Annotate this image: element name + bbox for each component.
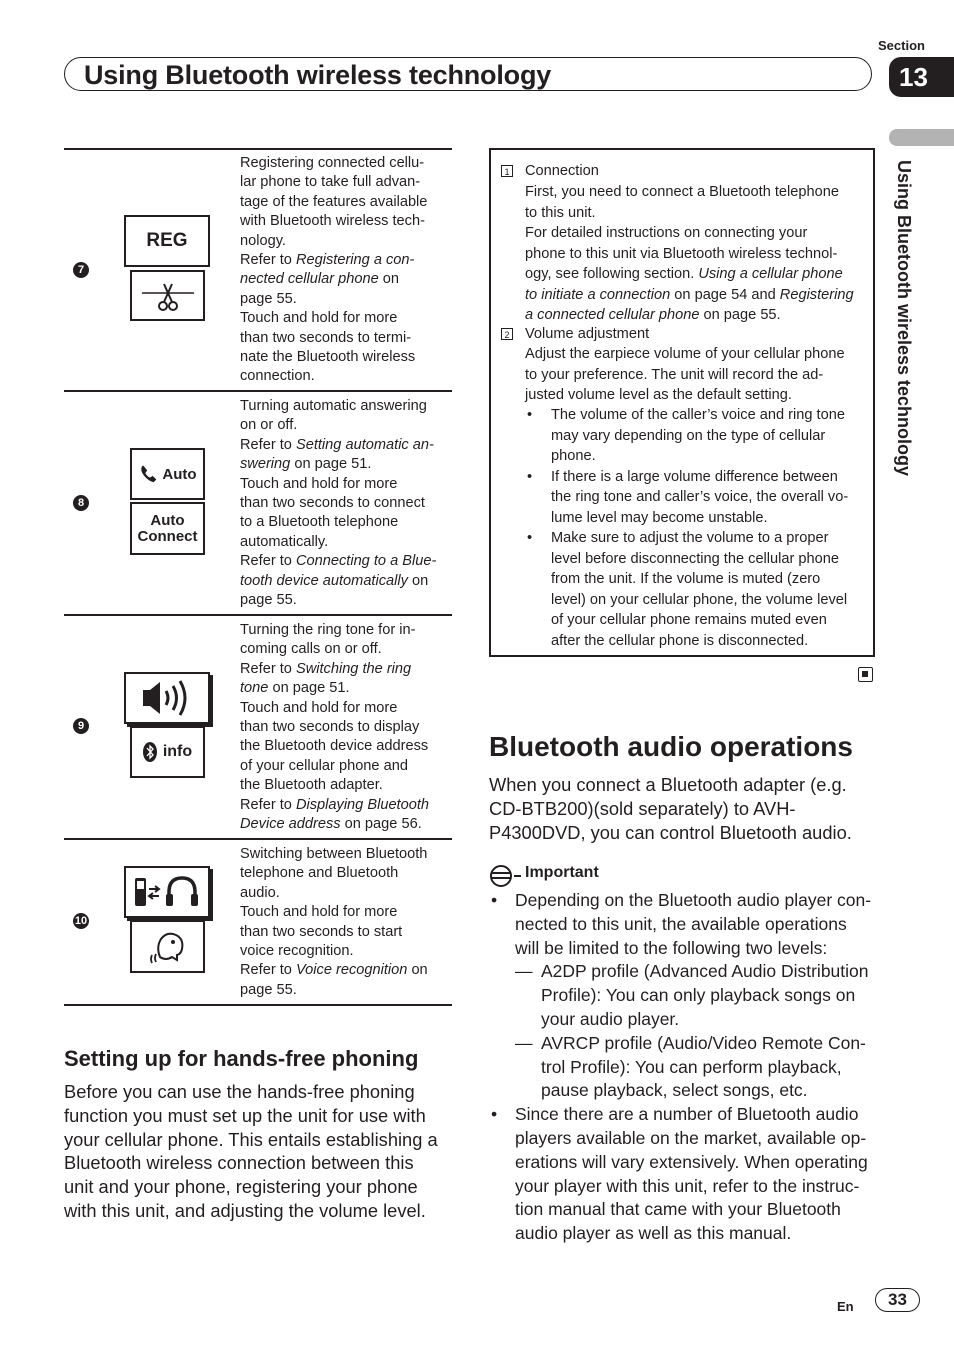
- text-line: voice recognition.: [240, 943, 354, 960]
- text-line: lar phone to take full advan-: [240, 174, 421, 191]
- text-line: on or off.: [240, 417, 298, 434]
- text-line: the Bluetooth device address: [240, 738, 429, 755]
- text-line: justed volume level as the default setting.: [525, 387, 792, 403]
- text-line: swering on page 51.: [240, 456, 372, 473]
- text-line: the Bluetooth adapter.: [240, 777, 383, 794]
- bullet-item: [489, 889, 884, 960]
- bullet-marker: •: [527, 407, 533, 423]
- text-line: of your cellular phone and: [240, 757, 408, 774]
- voice-recognition-icon: [130, 920, 205, 973]
- text-line: the ring tone and caller’s voice, the overall vo-: [551, 489, 849, 505]
- disconnect-scissors-icon: [130, 270, 205, 321]
- text-line: phone to this unit via Bluetooth wireless technol-: [525, 245, 838, 262]
- step-number: 2: [501, 328, 513, 340]
- ring-tone-speaker-icon: [124, 672, 210, 724]
- text-line: pause playback, select songs, etc.: [541, 1080, 808, 1101]
- text-line: may vary depending on the type of cellular: [551, 427, 826, 444]
- text-line: phone.: [551, 448, 596, 464]
- text-line: will be limited to the following two levels:: [515, 937, 828, 958]
- text-line: Turning automatic answering: [240, 398, 427, 414]
- text-line: nected cellular phone on: [240, 271, 400, 288]
- text-line: CD-BTB200)(sold separately) to AVH-: [489, 797, 796, 819]
- text-line: than two seconds to termi-: [240, 329, 412, 346]
- text-line: nate the Bluetooth wireless: [240, 349, 416, 366]
- text-line: than two seconds to start: [240, 923, 403, 940]
- text-line: than two seconds to connect: [240, 495, 425, 512]
- row-number-badge: 9: [73, 718, 89, 734]
- step-title: Connection: [525, 163, 599, 179]
- text-line: ogy, see following section. Using a cellular phone: [525, 266, 843, 282]
- text-line: to this unit.: [525, 204, 596, 221]
- text-line: page 55.: [240, 981, 297, 998]
- section-heading: Setting up for hands-free phoning: [64, 1046, 419, 1071]
- text-line: When you connect a Bluetooth adapter (e.g.: [489, 774, 847, 795]
- bluetooth-info-icon: info: [130, 726, 205, 778]
- text-line: level) on your cellular phone, the volume level: [551, 591, 848, 608]
- text-line: erations will vary extensively. When operating: [515, 1151, 868, 1172]
- text-line: tion manual that came with your Bluetooth: [515, 1199, 841, 1220]
- row-number-badge: 10: [74, 915, 88, 927]
- text-line: A2DP profile (Advanced Audio Distribution: [541, 961, 869, 982]
- text-line: Before you can use the hands-free phoning: [64, 1081, 415, 1102]
- row-number-badge: 7: [73, 262, 89, 278]
- bullet-item: [525, 528, 870, 651]
- table-rule: [64, 1004, 452, 1006]
- text-line: trol Profile): You can perform playback,: [541, 1056, 842, 1077]
- text-line: after the cellular phone is disconnected.: [551, 632, 809, 649]
- text-line: lume level may become unstable.: [551, 509, 768, 526]
- dash-item: [489, 960, 884, 1031]
- end-of-section-mark: [858, 667, 873, 682]
- text-line: Adjust the earpiece volume of your cellular phone: [525, 346, 845, 362]
- text-line: your player with this unit, refer to the instruc-: [515, 1175, 860, 1196]
- step-body: [525, 182, 870, 326]
- page-number: 33: [875, 1288, 920, 1312]
- text-line: nology.: [240, 232, 286, 249]
- text-line: to initiate a connection on page 54 and Registering: [525, 286, 854, 303]
- bullet-marker: •: [527, 468, 533, 485]
- text-line: automatically.: [240, 533, 329, 550]
- text-line: tone on page 51.: [240, 680, 350, 697]
- section-number-badge: 13: [889, 57, 954, 97]
- text-line: function you must set up the unit for use with: [64, 1104, 426, 1126]
- step-number: 1: [501, 165, 513, 177]
- section-heading: Bluetooth audio operations: [489, 731, 853, 762]
- text-line: Turning the ring tone for in-: [240, 622, 416, 638]
- bullet-item: [489, 1103, 884, 1246]
- table-rule: [64, 838, 452, 840]
- text-line: connection.: [240, 368, 315, 385]
- side-tab-marker: [889, 129, 954, 146]
- dash-marker: —: [515, 961, 533, 982]
- row-description: [240, 621, 448, 834]
- phone-headphone-switch-icon: [124, 866, 210, 918]
- text-line: your cellular phone. This entails establishing a: [64, 1128, 438, 1150]
- step-body: [525, 344, 870, 406]
- table-rule: [64, 614, 452, 616]
- text-line: For detailed instructions on connecting your: [525, 225, 808, 241]
- audio-intro: [489, 773, 879, 844]
- text-line: tooth device automatically on: [240, 572, 429, 589]
- text-line: of your cellular phone remains muted even: [551, 612, 827, 628]
- step-title: Volume adjustment: [525, 326, 650, 342]
- bullet-item: [525, 405, 870, 467]
- text-line: unit and your phone, registering your phone: [64, 1176, 418, 1198]
- text-line: Refer to Registering a con-: [240, 252, 415, 269]
- table-rule: [64, 148, 452, 150]
- text-line: Bluetooth wireless connection between this: [64, 1152, 414, 1174]
- text-line: tage of the features available: [240, 193, 428, 210]
- row-description: [240, 397, 448, 610]
- text-line: to your preference. The unit will record the ad-: [525, 366, 824, 383]
- text-line: Switching between Bluetooth: [240, 846, 428, 862]
- text-line: coming calls on or off.: [240, 641, 382, 658]
- text-line: Refer to Connecting to a Blue-: [240, 553, 437, 570]
- text-line: Refer to Displaying Bluetooth: [240, 796, 430, 813]
- text-line: your audio player.: [541, 1008, 680, 1029]
- bullet-item: [525, 467, 870, 529]
- bullet-marker: •: [491, 890, 498, 910]
- text-line: players available on the market, available op-: [515, 1127, 867, 1148]
- text-line: nected to this unit, the available operations: [515, 913, 847, 934]
- auto-answer-phone-icon: Auto: [130, 448, 205, 500]
- text-line: page 55.: [240, 592, 297, 609]
- auto-connect-button-icon: Auto Connect: [130, 502, 205, 555]
- text-line: level before disconnecting the cellular phone: [551, 550, 840, 567]
- reg-button-icon: REG: [124, 215, 210, 267]
- text-line: Touch and hold for more: [240, 904, 398, 921]
- text-line: P4300DVD, you can control Bluetooth audio.: [489, 821, 852, 843]
- important-list: [489, 889, 884, 1246]
- text-line: Touch and hold for more: [240, 475, 398, 492]
- text-line: Touch and hold for more: [240, 699, 398, 716]
- text-line: Device address on page 56.: [240, 816, 422, 833]
- important-label: Important: [525, 864, 599, 881]
- text-line: telephone and Bluetooth: [240, 865, 399, 882]
- bullet-marker: •: [527, 530, 533, 546]
- page-title: Using Bluetooth wireless technology: [84, 60, 552, 90]
- text-line: Make sure to adjust the volume to a proper: [551, 530, 829, 546]
- step-bullet-list: [525, 405, 870, 651]
- dash-item: [489, 1032, 884, 1103]
- text-line: Refer to Voice recognition on: [240, 962, 428, 979]
- text-line: Profile): You can only playback songs on: [541, 985, 856, 1006]
- text-line: with Bluetooth wireless tech-: [240, 213, 425, 230]
- text-line: First, you need to connect a Bluetooth telephone: [525, 184, 839, 200]
- language-label: En: [837, 1299, 854, 1314]
- section-label: Section: [878, 38, 925, 53]
- text-line: Depending on the Bluetooth audio player con-: [515, 890, 872, 910]
- side-tab-title: Using Bluetooth wireless technology: [894, 160, 914, 477]
- text-line: with this unit, and adjusting the volume level.: [64, 1199, 426, 1221]
- text-line: audio.: [240, 884, 280, 901]
- text-line: Refer to Setting automatic an-: [240, 436, 434, 453]
- text-line: from the unit. If the volume is muted (zero: [551, 571, 821, 587]
- table-rule: [64, 390, 452, 392]
- text-line: audio player as well as this manual.: [515, 1223, 792, 1244]
- text-line: If there is a large volume difference between: [551, 468, 838, 485]
- dash-marker: —: [515, 1032, 533, 1053]
- text-line: page 55.: [240, 290, 297, 307]
- row-description: [240, 845, 448, 1000]
- text-line: The volume of the caller’s voice and ring tone: [551, 407, 845, 423]
- bullet-marker: •: [491, 1104, 498, 1125]
- text-line: AVRCP profile (Audio/Video Remote Con-: [541, 1032, 866, 1053]
- row-number-badge: 8: [73, 495, 89, 511]
- text-line: Touch and hold for more: [240, 310, 398, 327]
- row-description: [240, 154, 448, 387]
- setup-paragraph: [64, 1080, 454, 1223]
- text-line: Since there are a number of Bluetooth audio: [515, 1104, 859, 1125]
- text-line: than two seconds to display: [240, 719, 420, 736]
- text-line: to a Bluetooth telephone: [240, 514, 399, 531]
- text-line: Refer to Switching the ring: [240, 660, 412, 677]
- text-line: Registering connected cellu-: [240, 155, 425, 171]
- text-line: a connected cellular phone on page 55.: [525, 307, 781, 323]
